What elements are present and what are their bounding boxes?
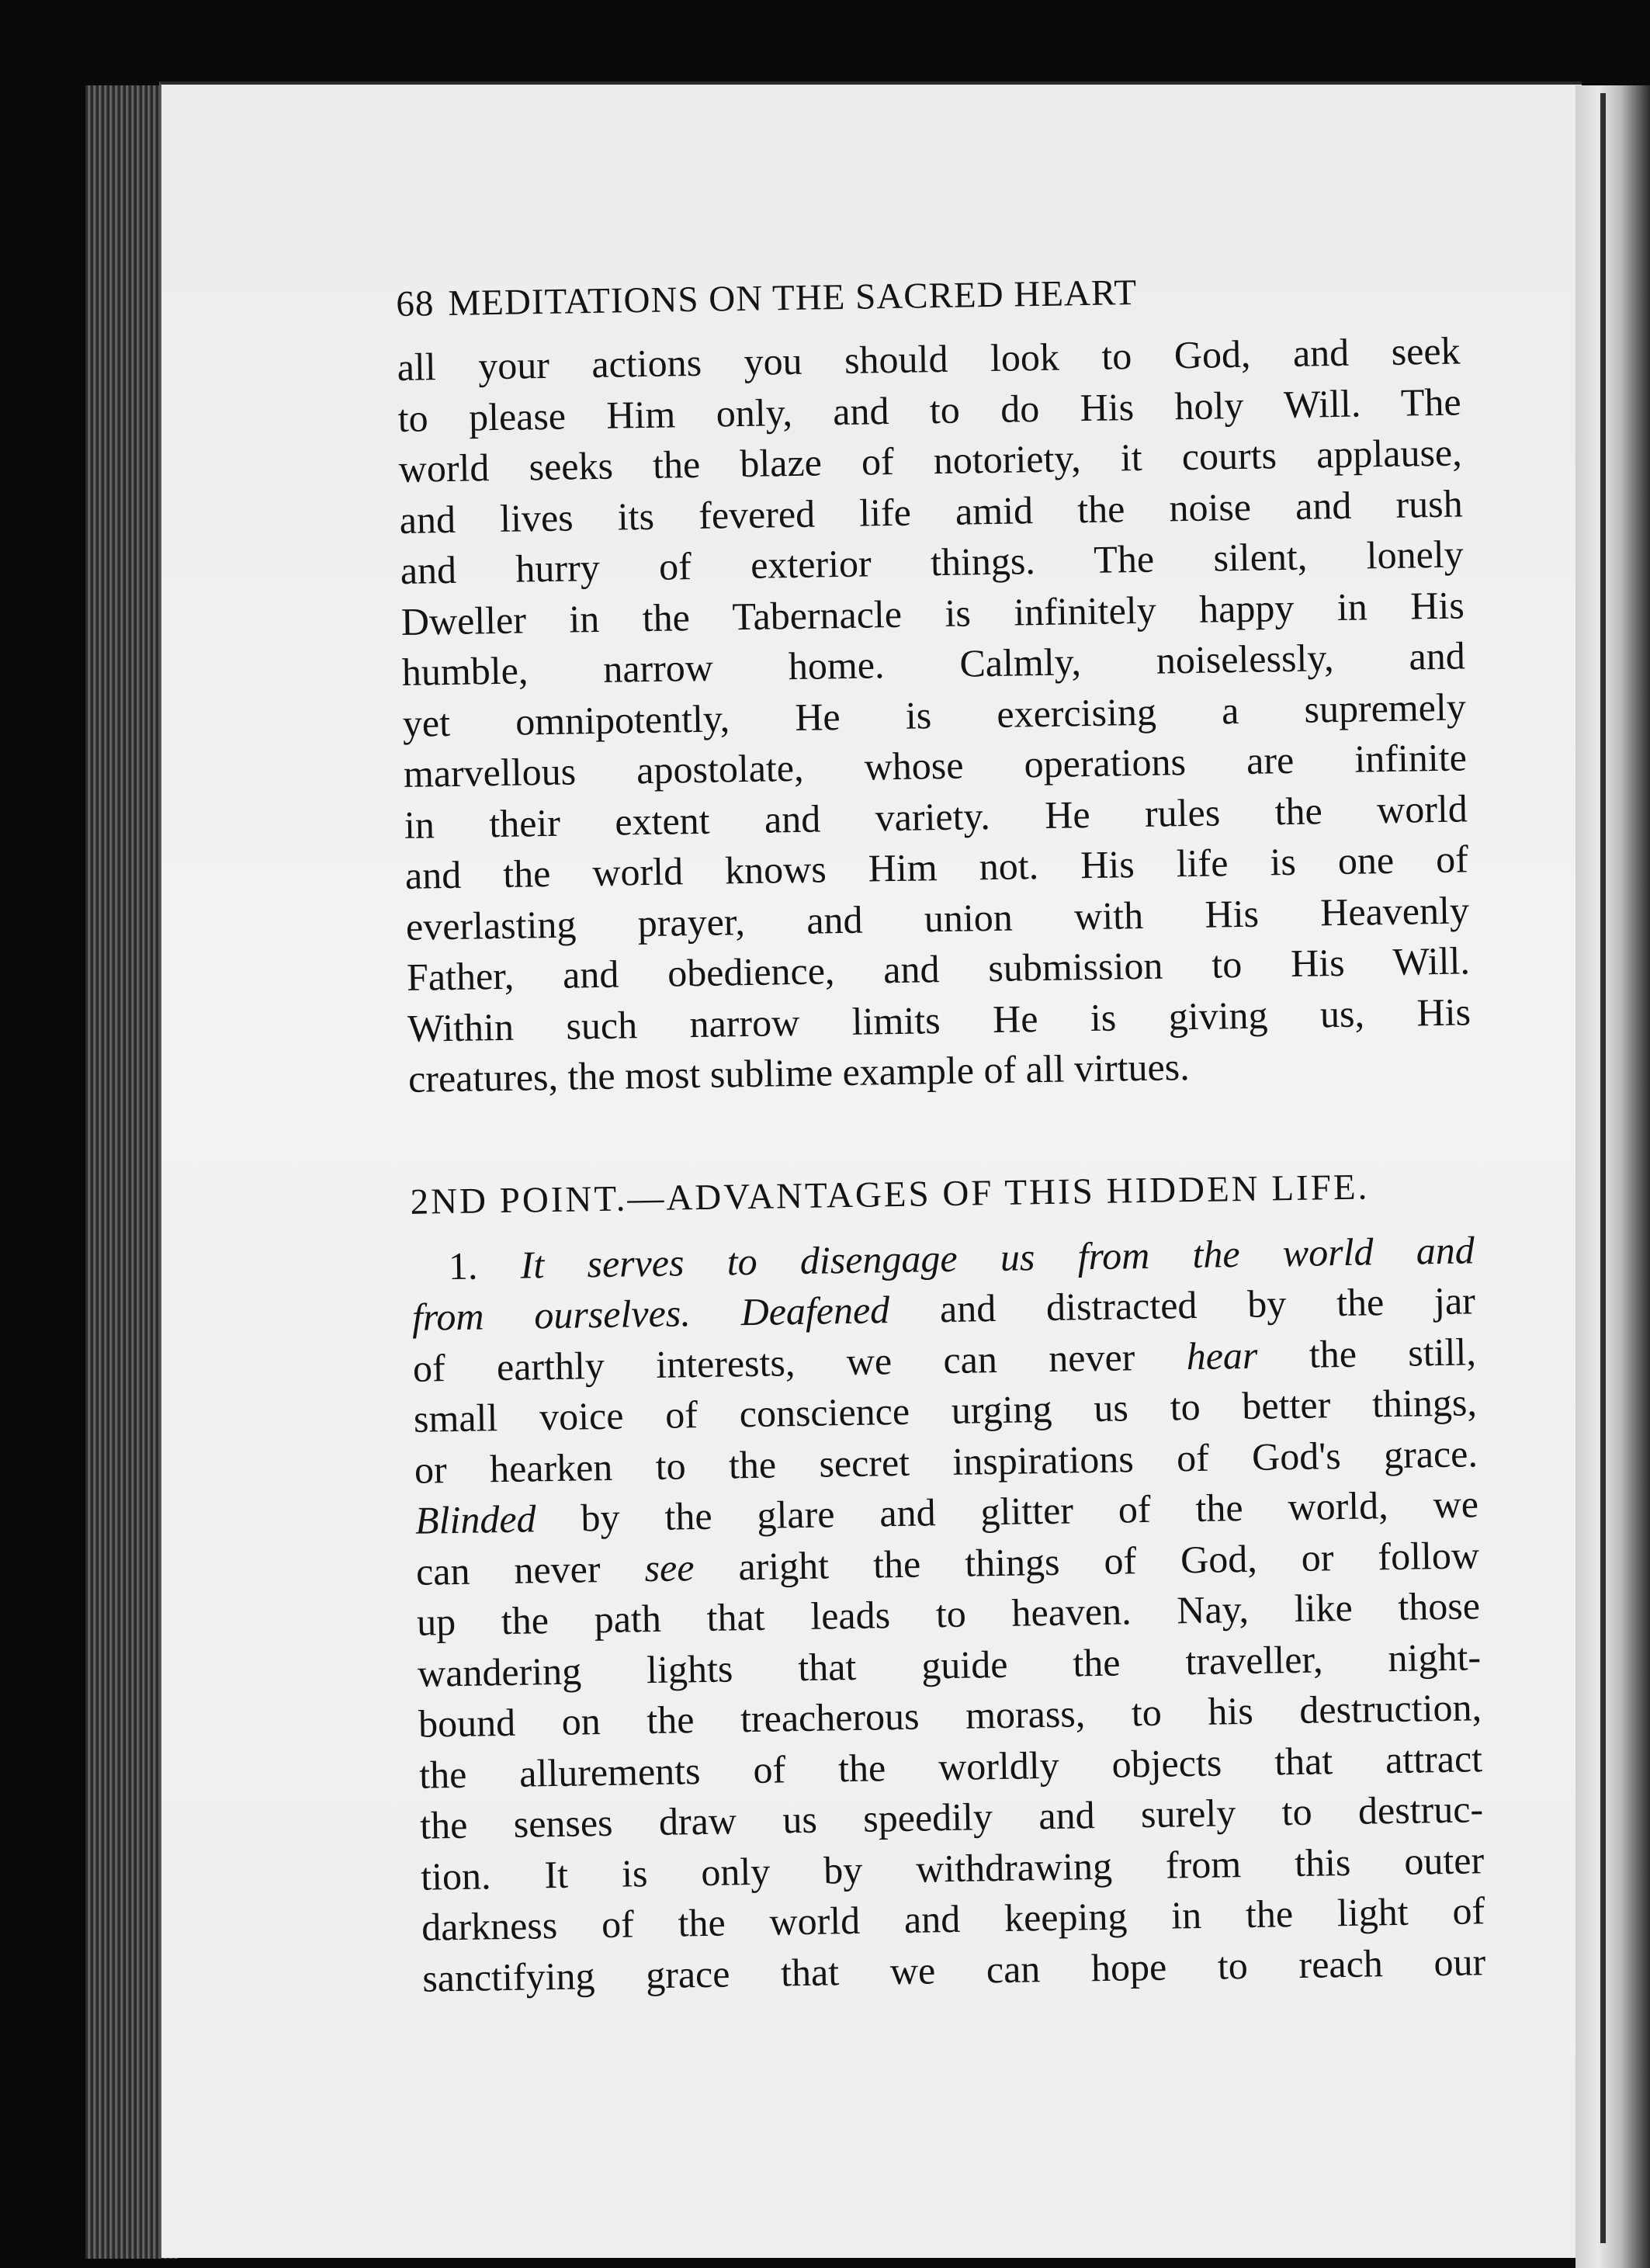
text-line: marvellous apostolate, whose operations are infinite: [403, 735, 1468, 796]
text-line: in their extent and variety. He rules the world: [404, 785, 1468, 847]
text-line: Dweller in the Tabernacle is infinitely happy in His: [400, 582, 1465, 643]
italic-word: Deafened: [740, 1288, 890, 1334]
text-span: by the glare and glitter of the world, we: [581, 1482, 1479, 1540]
text-span: aright the things of God, or follow: [737, 1532, 1480, 1588]
paragraph-1: [397, 325, 1471, 1105]
text-line: tion. It is only by withdrawing from this outer: [420, 1837, 1485, 1899]
text-line: Father, and obedience, and submission to His Will.: [406, 938, 1471, 999]
text-line: up the path that leads to heaven. Nay, like those: [416, 1583, 1481, 1644]
text-line: humble, narrow home. Calmly, noiselessly, and: [401, 633, 1466, 694]
text-line: and lives its fevered life amid the noise and rush: [399, 480, 1464, 542]
text-span: the still,: [1309, 1329, 1477, 1376]
text-line: all your actions you should look to God, and seek: [397, 328, 1461, 389]
italic-phrase: from ourselves.: [411, 1291, 692, 1339]
page-text: [396, 266, 1486, 2003]
paragraph-2: [411, 1225, 1485, 2004]
text-line: sanctifying grace that we can hope to reach our: [421, 1939, 1486, 2000]
point-number: 1.: [448, 1243, 478, 1288]
italic-word: Blinded: [414, 1496, 536, 1542]
text-line: creatures, the most sublime example of all virtues.: [407, 1045, 1191, 1101]
text-line: or hearken to the secret inspirations of God's grace.: [414, 1431, 1478, 1492]
text-line: yet omnipotently, He is exercising a supremely: [402, 684, 1467, 745]
text-line: wandering lights that guide the traveller, night-: [417, 1634, 1482, 1695]
text-line: everlasting prayer, and union with His Heavenly: [405, 887, 1470, 948]
text-span: and distracted by the jar: [939, 1278, 1476, 1331]
text-line: Within such narrow limits He is giving us, His: [407, 989, 1471, 1050]
gutter-rule: [1600, 93, 1606, 2243]
text-line: to please Him only, and to do His holy Will. The: [397, 379, 1461, 440]
book-gutter: [1575, 85, 1650, 2268]
italic-word: see: [644, 1545, 695, 1590]
page-number: 68: [396, 283, 435, 324]
text-line: darkness of the world and keeping in the light of: [421, 1888, 1485, 1949]
text-span: of earthly interests, we can never: [412, 1334, 1135, 1390]
section-heading: 2ND POINT.—ADVANTAGES OF THIS HIDDEN LIFE.: [410, 1166, 1370, 1222]
text-line: the allurements of the worldly objects that attract: [418, 1736, 1483, 1797]
italic-word: hear: [1186, 1333, 1258, 1378]
text-line: the senses draw us speedily and surely to destruc-: [419, 1787, 1484, 1847]
text-line: bound on the treacherous morass, to his destruction,: [418, 1685, 1482, 1746]
text-line: and the world knows Him not. His life is one of: [404, 837, 1469, 897]
italic-phrase: It serves to disengage us from the world and: [520, 1227, 1475, 1287]
running-title: MEDITATIONS ON THE SACRED HEART: [448, 272, 1138, 324]
text-span: can never: [415, 1546, 601, 1593]
text-line: and hurry of exterior things. The silent, lonely: [400, 532, 1465, 592]
text-line: world seeks the blaze of notoriety, it courts applause,: [398, 430, 1463, 491]
text-line: small voice of conscience urging us to better things,: [413, 1380, 1478, 1441]
